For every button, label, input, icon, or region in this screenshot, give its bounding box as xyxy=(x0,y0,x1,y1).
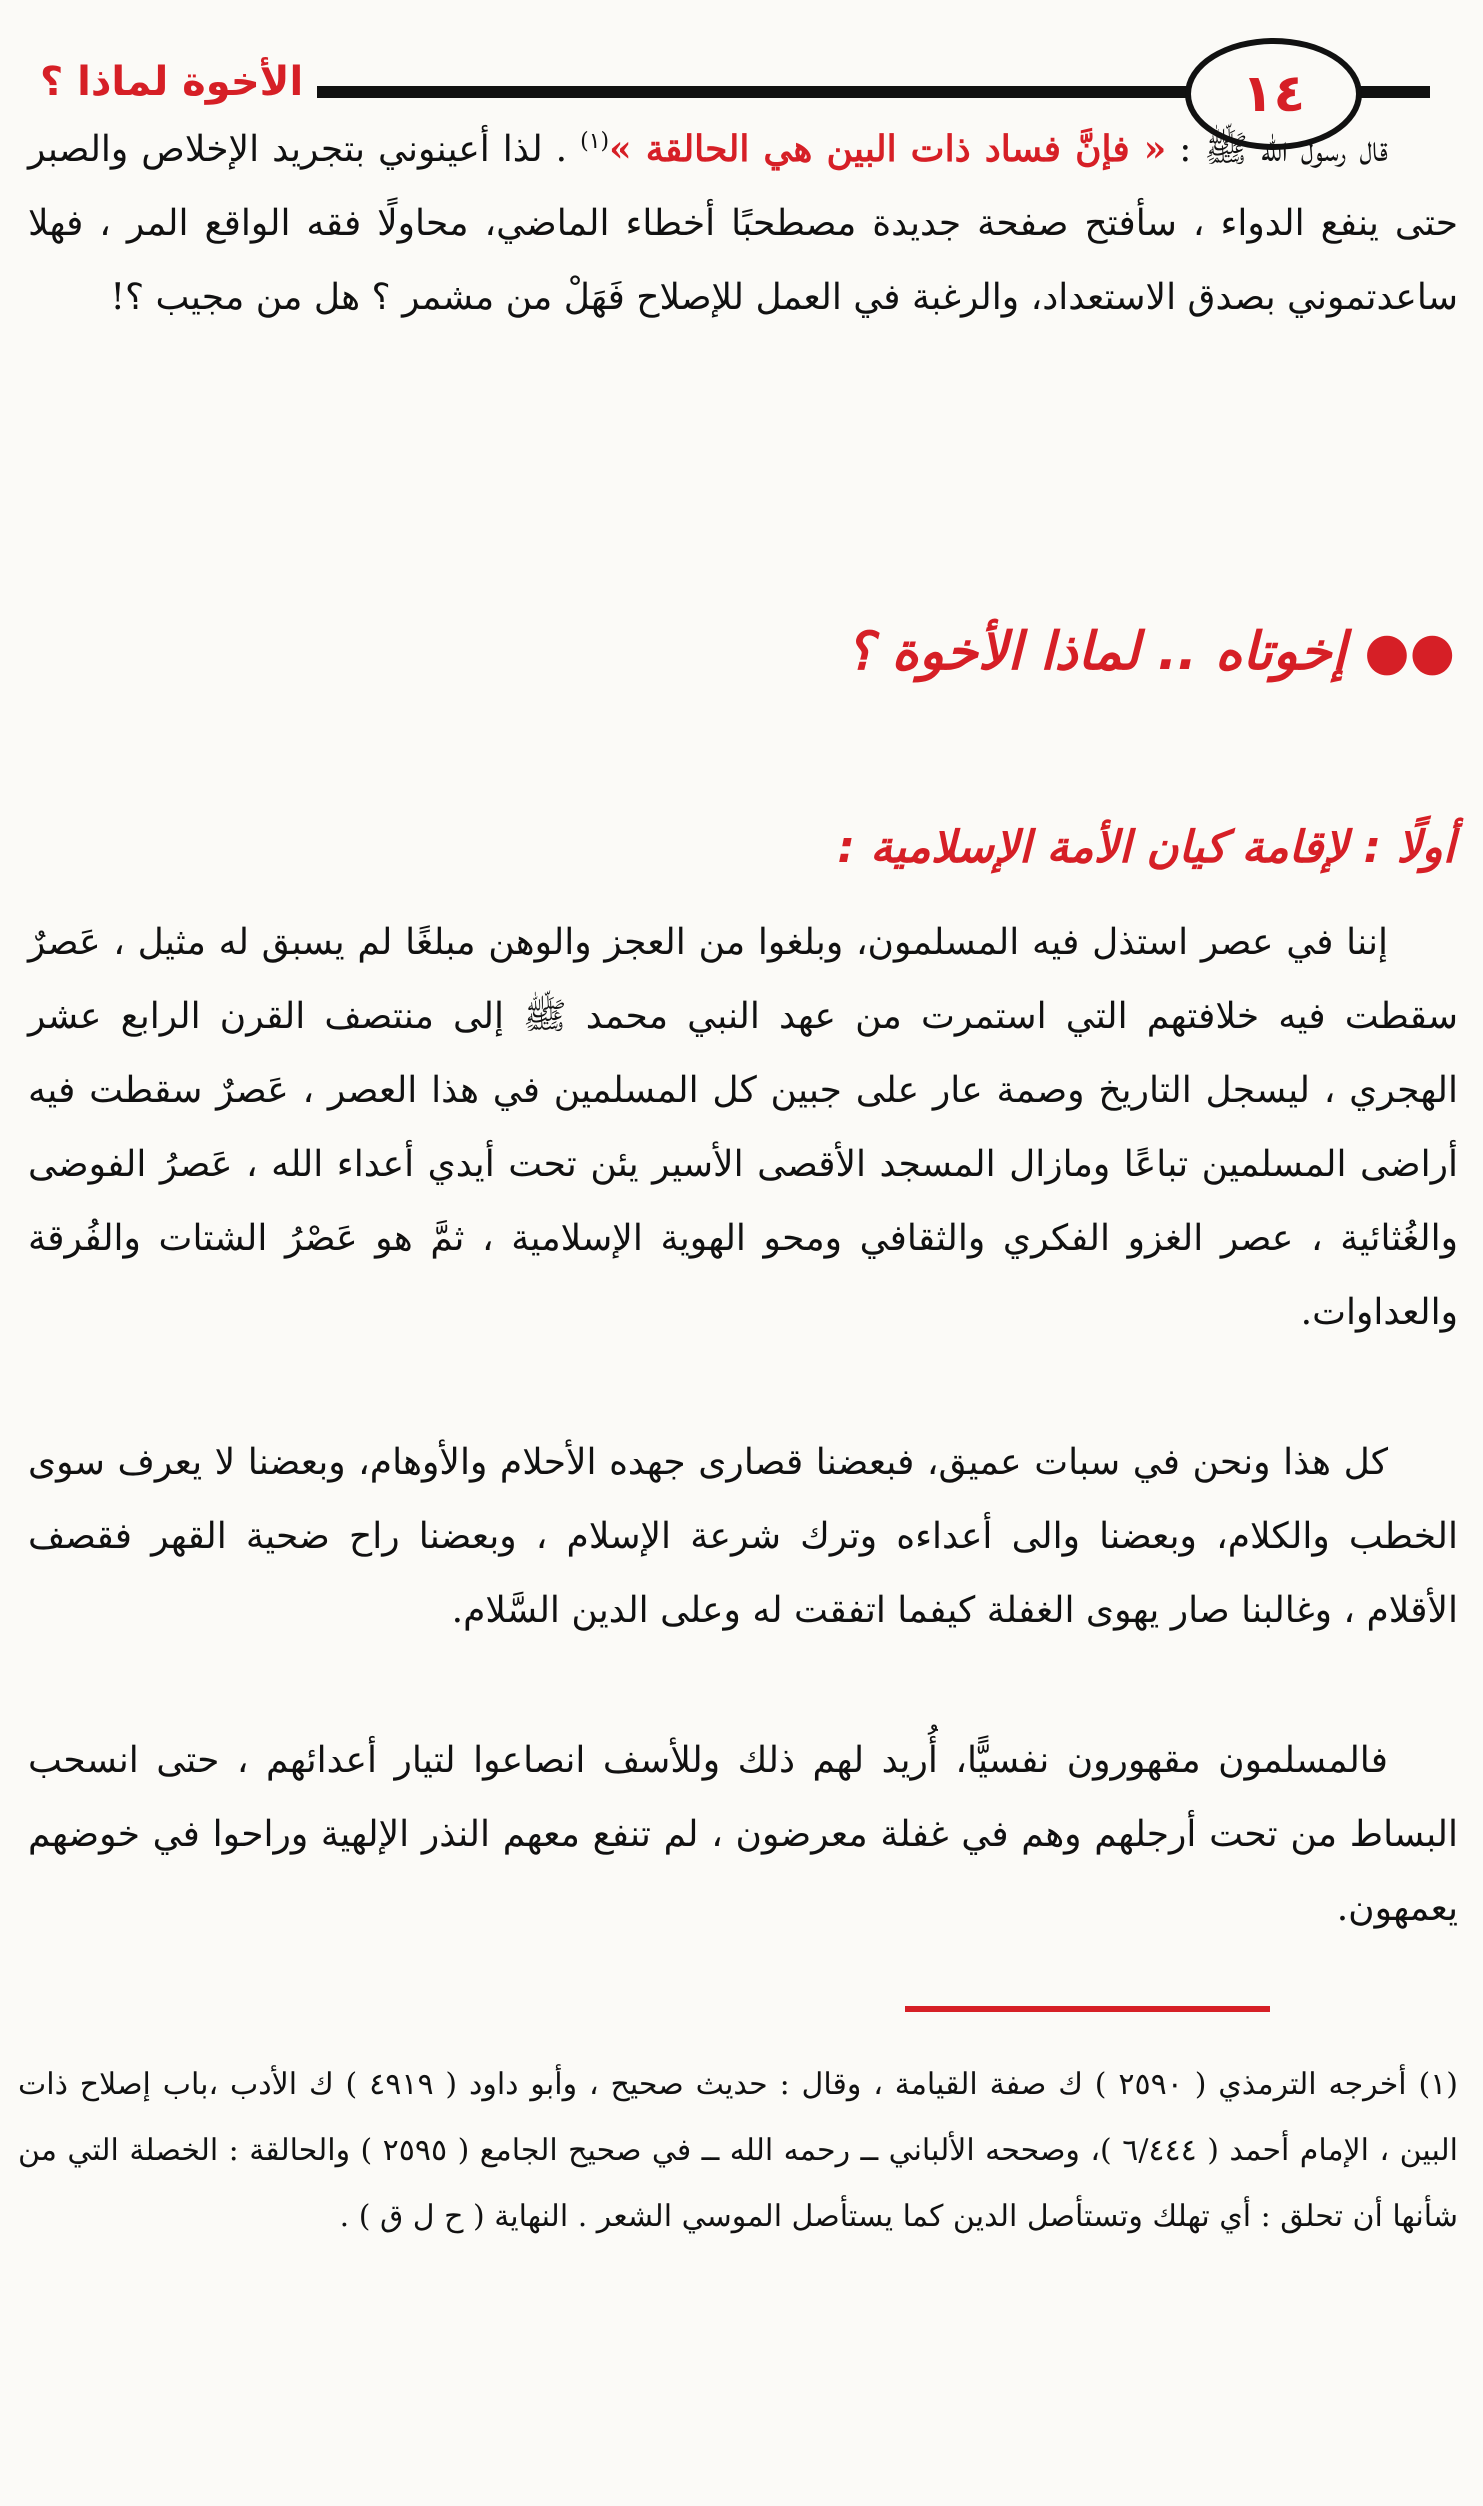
body-paragraph: كل هذا ونحن في سبات عميق، فبعضنا قصارى جهده الأحلام والأوهام، وبعضنا لا يعرف سوى الخطب والكلام، وبعضنا والى أعداءه وترك شرعة الإسلام ، وبعضنا راح ضحية القهر فقصف الأقلام ، وغالبنا صار يهوى الغفلة كيفما اتفقت له وعلى الدين السَّلام. xyxy=(28,1442,1458,1631)
footnote-text: (١) أخرجه الترمذي ( ٢٥٩٠ ) ك صفة القيامة ، وقال : حديث صحيح ، وأبو داود ( ٤٩١٩ ) ك الأدب ،باب إصلاح ذات البين ، الإمام أحمد ( ٦/٤٤٤ )، وصححه الألباني ــ رحمه الله ــ في صحيح الجامع ( ٢٥٩٥ ) والحالقة : الخصلة التي من شأنها أن تحلق : أي تهلك وتستأصل الدين كما يستأصل الموسي الشعر . النهاية ( ح ل ق ) . xyxy=(18,2067,1458,2234)
section-heading-text: إخوتاه .. لماذا الأخوة ؟ xyxy=(845,622,1347,682)
heading-bullet-icon: ●● xyxy=(1364,622,1455,682)
section-heading xyxy=(846,622,1455,682)
sub-heading xyxy=(837,822,1455,873)
hadith-quote: « فإنَّ فساد ذات البين هي الحالقة » xyxy=(609,128,1167,170)
intro-rest: . لذا أعينوني بتجريد الإخلاص والصبر حتى ينفع الدواء ، سأفتح صفحة جديدة مصطحبًا أخطاء الماضي، محاولًا فقه الواقع المر ، فهلا ساعدتموني بصدق الاستعداد، والرغبة في العمل للإصلاح فَهَلْ من مشمر ؟ هل من مجيب ؟! xyxy=(28,129,1458,318)
intro-paragraph xyxy=(28,112,1458,335)
intro-lead: قال رسول الله ﷺ : xyxy=(1166,129,1388,170)
body-paragraph: إننا في عصر استذل فيه المسلمون، وبلغوا من العجز والوهن مبلغًا لم يسبق له مثيل ، عَصرٌ سقطت فيه خلافتهم التي استمرت من عهد النبي محمد ﷺ إلى منتصف القرن الرابع عشر الهجري ، ليسجل التاريخ وصمة عار على جبين كل المسلمين في هذا العصر ، عَصرٌ سقطت فيه أراضى المسلمين تباعًا ومازال المسجد الأقصى الأسير يئن تحت أيدي أعداء الله ، عَصرُ الفوضى والغُثائية ، عصر الغزو الفكري والثقافي ومحو الهوية الإسلامية ، ثمَّ هو عَصْرُ الشتات والفُرقة والعداوات. xyxy=(28,922,1458,1333)
running-title: الأخوة لماذا ؟ xyxy=(30,42,317,122)
footnote-marker: (١) xyxy=(580,129,610,154)
body-paragraph: فالمسلمون مقهورون نفسيًّا، أُريد لهم ذلك وللأسف انصاعوا لتيار أعدائهم ، حتى انسحب البساط من تحت أرجلهم وهم في غفلة معرضون ، لم تنفع معهم النذر الإلهية وراحوا في خوضهم يعمهون. xyxy=(28,1740,1458,1929)
footnote-separator xyxy=(905,2006,1270,2012)
sub-heading-text: أولًا : لإقامة كيان الأمة الإسلامية : xyxy=(837,822,1455,873)
page-number: ١٤ xyxy=(1241,64,1306,124)
